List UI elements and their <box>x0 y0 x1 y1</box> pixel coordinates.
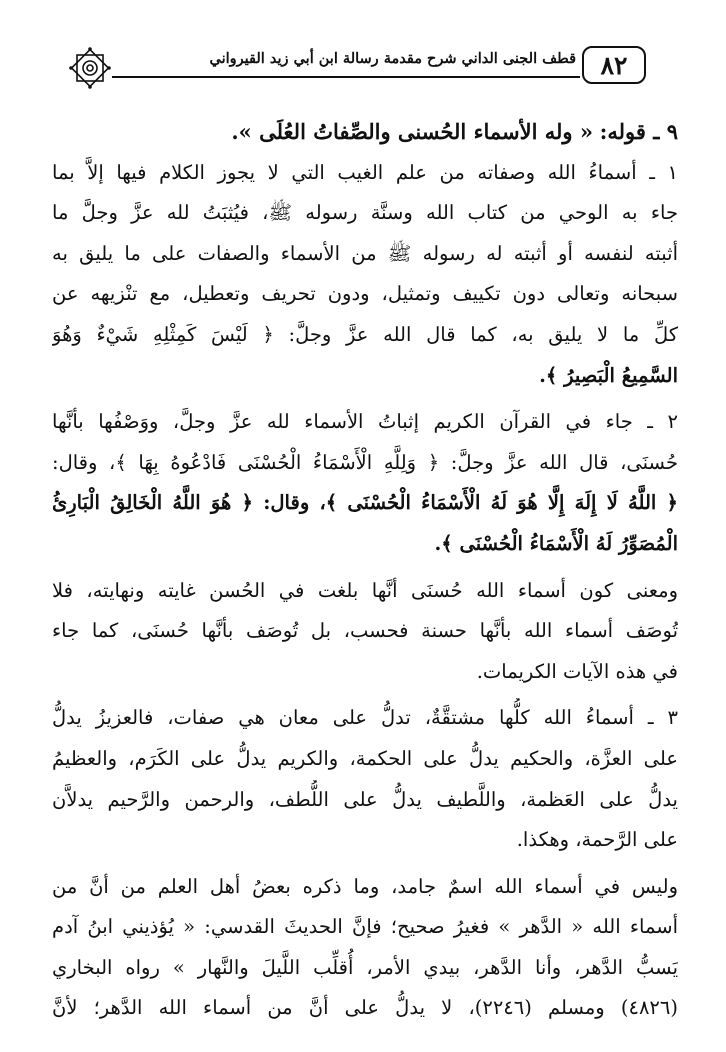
page-number: ٨٢ <box>582 46 646 84</box>
text-line: جاء به الوحي من كتاب الله وسنَّة رسوله ﷺ، فيُثبَتُ لله عزَّ وجلَّ ما <box>52 201 678 225</box>
text-line: حُسنَى، قال الله عزَّ وجلَّ: ﴿ وَلِلَّهِ الْأَسْمَاءُ الْحُسْنَى فَادْعُوهُ بِهَا ﴾، وقال: <box>52 450 678 474</box>
paragraph-2 <box>52 402 678 564</box>
header-divider <box>112 76 580 78</box>
text-line: الْمُصَوِّرُ لَهُ الْأَسْمَاءُ الْحُسْنَى ﴾. <box>434 531 678 555</box>
text-line: السَّمِيعُ الْبَصِيرُ ﴾. <box>539 363 678 387</box>
text-line: على العزَّة، والحكيم يدلُّ على الحكمة، والكريم يدلُّ على الكَرَم، والعظيمُ <box>52 746 678 770</box>
paragraph-3 <box>52 571 678 693</box>
text-line: ٣ ـ أسماءُ الله كلُّها مشتقَّةٌ، تدلُّ على معان هي صفات، فالعزيزُ يدلُّ <box>52 706 678 730</box>
ornament-icon <box>68 46 112 90</box>
page-header <box>0 38 726 98</box>
heading-number: ٩ ـ قوله: <box>599 119 678 144</box>
text-line: وليس في أسماء الله اسمٌ جامد، وما ذكره بعضُ أهل العلم من أنَّ من <box>52 874 678 898</box>
text-line: في هذه الآيات الكريمات. <box>476 659 678 683</box>
text-line: على الرَّحمة، وهكذا. <box>516 828 678 852</box>
text-line: ٢ ـ جاء في القرآن الكريم إثباتُ الأسماء لله عزَّ وجلَّ، ووَصْفُها بأنَّها <box>52 410 678 434</box>
page-body <box>52 112 678 1029</box>
text-line: ﴿ اللَّهُ لَا إِلَهَ إِلَّا هُوَ لَهُ الْأَسْمَاءُ الْحُسْنَى ﴾، وقال: ﴿ هُوَ اللَّهُ الْخَالِقُ الْبَارِئُ <box>52 491 678 515</box>
text-line: أثبته لنفسه أو أثبته له رسوله ﷺ من الأسماء والصفات على ما يليق به <box>52 241 678 265</box>
paragraph-5 <box>52 867 678 1029</box>
text-line: سبحانه وتعالى دون تكييف وتمثيل، ودون تحريف وتعطيل، مع تنْزيهه عن <box>52 282 678 306</box>
text-line: أسماء الله « الدَّهر » فغيرُ صحيح؛ فإنَّ الحديثَ القدسي: « يُؤذيني ابنُ آدم <box>52 915 678 939</box>
text-line: ١ ـ أسماءُ الله وصفاته من علم الغيب التي لا يجوز الكلام فيها إلاَّ بما <box>52 160 678 184</box>
text-line: كلِّ ما لا يليق به، كما قال الله عزَّ وجلَّ: ﴿ لَيْسَ كَمِثْلِهِ شَيْءٌ وَهُوَ <box>52 322 678 346</box>
text-line: (٤٨٢٦) ومسلم (٢٢٤٦)، لا يدلُّ على أنَّ من أسماء الله الدَّهر؛ لأنَّ <box>52 996 678 1020</box>
paragraph-4 <box>52 698 678 860</box>
text-line: تُوصَف أسماء الله بأنَّها حسنة فحسب، بل تُوصَف بأنَّها حُسنَى، كما جاء <box>52 619 678 643</box>
book-title: قطف الجنى الداني شرح مقدمة رسالة ابن أبي زيد القيرواني <box>209 50 576 67</box>
heading-quote: « وله الأسماء الحُسنى والصِّفاتُ العُلَى ». <box>231 119 593 144</box>
text-line: يَسبُّ الدَّهر، وأنا الدَّهر، بيدي الأمر، أُقلِّب اللَّيلَ والنَّهار » رواه البخاري <box>52 955 678 979</box>
section-heading <box>52 112 678 153</box>
text-line: ومعنى كون أسماء الله حُسنَى أنَّها بلغت في الحُسن غايته ونهايته، فلا <box>52 578 678 602</box>
text-line: يدلُّ على العَظمة، واللَّطيف يدلُّ على اللُّطف، والرحمن والرَّحيم يدلاَّن <box>52 787 678 811</box>
paragraph-1 <box>52 153 678 397</box>
